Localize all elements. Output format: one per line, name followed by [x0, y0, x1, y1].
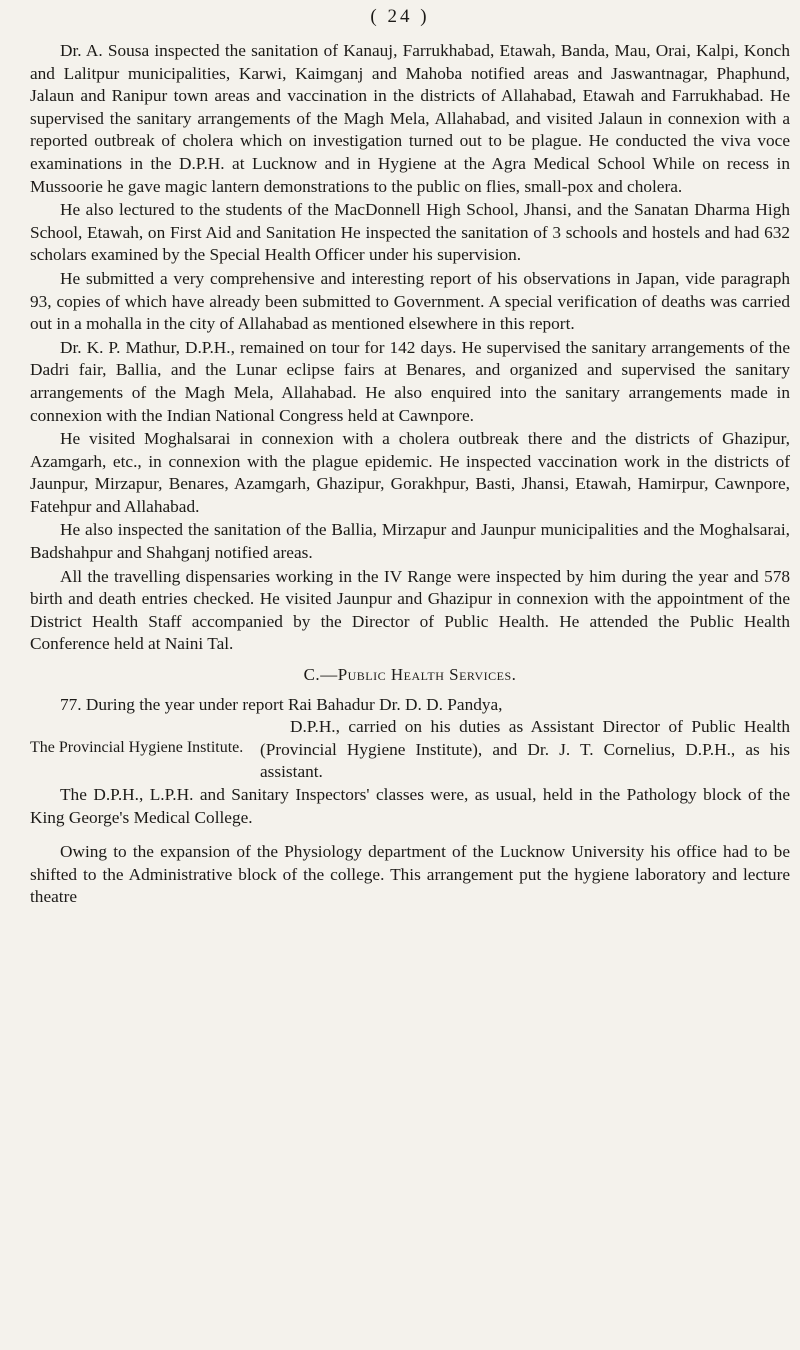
paragraph-japan-report: He submitted a very comprehensive and interesting report of his observations in Japan, vide paragraph 93, copies of which have already been submitted to Government. A special verification of deaths was carried out in a mohalla in the city of Allahabad as mentioned elsewhere in this report.	[30, 268, 790, 334]
paragraph-classes: The D.P.H., L.P.H. and Sanitary Inspectors' classes were, as usual, held in the Pathology block of the King George's Medical College.	[30, 785, 790, 827]
paragraph-77-body: D.P.H., carried on his duties as Assistant Director of Public Health (Provincial Hygiene Institute), and Dr. J. T. Cornelius, D.P.H., as his assistant.	[260, 717, 790, 782]
section-heading-letter: C.	[303, 665, 321, 685]
section-heading	[30, 664, 790, 687]
paragraph-77-lead: 77. During the year under report Rai Bahadur Dr. D. D. Pandya,	[60, 694, 503, 714]
page-number: ( 24 )	[370, 6, 430, 27]
section-heading-title: —Public Health Services.	[320, 665, 517, 685]
paragraph-sousa-inspections: Dr. A. Sousa inspected the sanitation of Kanauj, Farrukhabad, Etawah, Banda, Mau, Orai, Kalpi, Konch and Lalitpur municipalities, Karwi, Kaimganj and Mahoba notified areas and Jaswantnagar, Phaphund, Jalaun and Ranipur town areas and vaccination in the districts of Allahabad, Etawah and Farrukhabad. He supervised the sanitary arrangements of the Magh Mela, Allahabad, and visited Jalaun in connexion with a reported outbreak of cholera which on investigation turned out to be plague. He conducted the viva voce examinations in the D.P.H. at Lucknow and in Hygiene at the Agra Medical School While on recess in Mussoorie he gave magic lantern demonstrations to the public on flies, small-pox and cholera.	[30, 41, 790, 196]
paragraph-77	[30, 694, 790, 784]
paragraph-travelling-dispensaries: All the travelling dispensaries working in the IV Range were inspected by him during the year and 578 birth and death entries checked. He visited Jaunpur and Ghazipur in connexion with the appointment of the District Health Staff accompanied by the Director of Public Health. He attended the Public Health Conference held at Naini Tal.	[30, 566, 790, 654]
paragraph-ballia-sanitation: He also inspected the sanitation of the Ballia, Mirzapur and Jaunpur municipalities and the Moghalsarai, Badshahpur and Shahganj notified areas.	[30, 520, 790, 563]
paragraph-mathur-tour: Dr. K. P. Mathur, D.P.H., remained on tour for 142 days. He supervised the sanitary arrangements of the Dadri fair, Ballia, and the Lunar eclipse fairs at Benares, and organized and supervised the sanitary arrangements of the Magh Mela, Allahabad. He also enquired into the sanitary arrangements made in connexion with the Indian National Congress held at Cawnpore.	[30, 337, 790, 425]
marginal-note: The Provincial Hygiene Institute.	[30, 738, 244, 756]
paragraph-moghalsarai-visit: He visited Moghalsarai in connexion with a cholera outbreak there and the districts of Ghazipur, Azamgarh, etc., in connexion with the plague epidemic. He inspected vaccination work in the districts of Jaunpur, Mirzapur, Benares, Azamgarh, Ghazipur, Gorakhpur, Basti, Jhansi, Etawah, Hamirpur, Cawnpore, Fatehpur and Allahabad.	[30, 429, 790, 516]
paragraph-sousa-lectures: He also lectured to the students of the MacDonnell High School, Jhansi, and the Sanatan Dharma High School, Etawah, on First Aid and Sanitation He inspected the sanitation of 3 schools and hostels and had 632 scholars examined by the Special Health Officer under his supervision.	[30, 200, 790, 265]
paragraph-office-shift: Owing to the expansion of the Physiology department of the Lucknow University his office had to be shifted to the Administrative block of the college. This arrangement put the hygiene laboratory and lecture theatre	[30, 842, 790, 907]
body-text	[30, 40, 790, 909]
